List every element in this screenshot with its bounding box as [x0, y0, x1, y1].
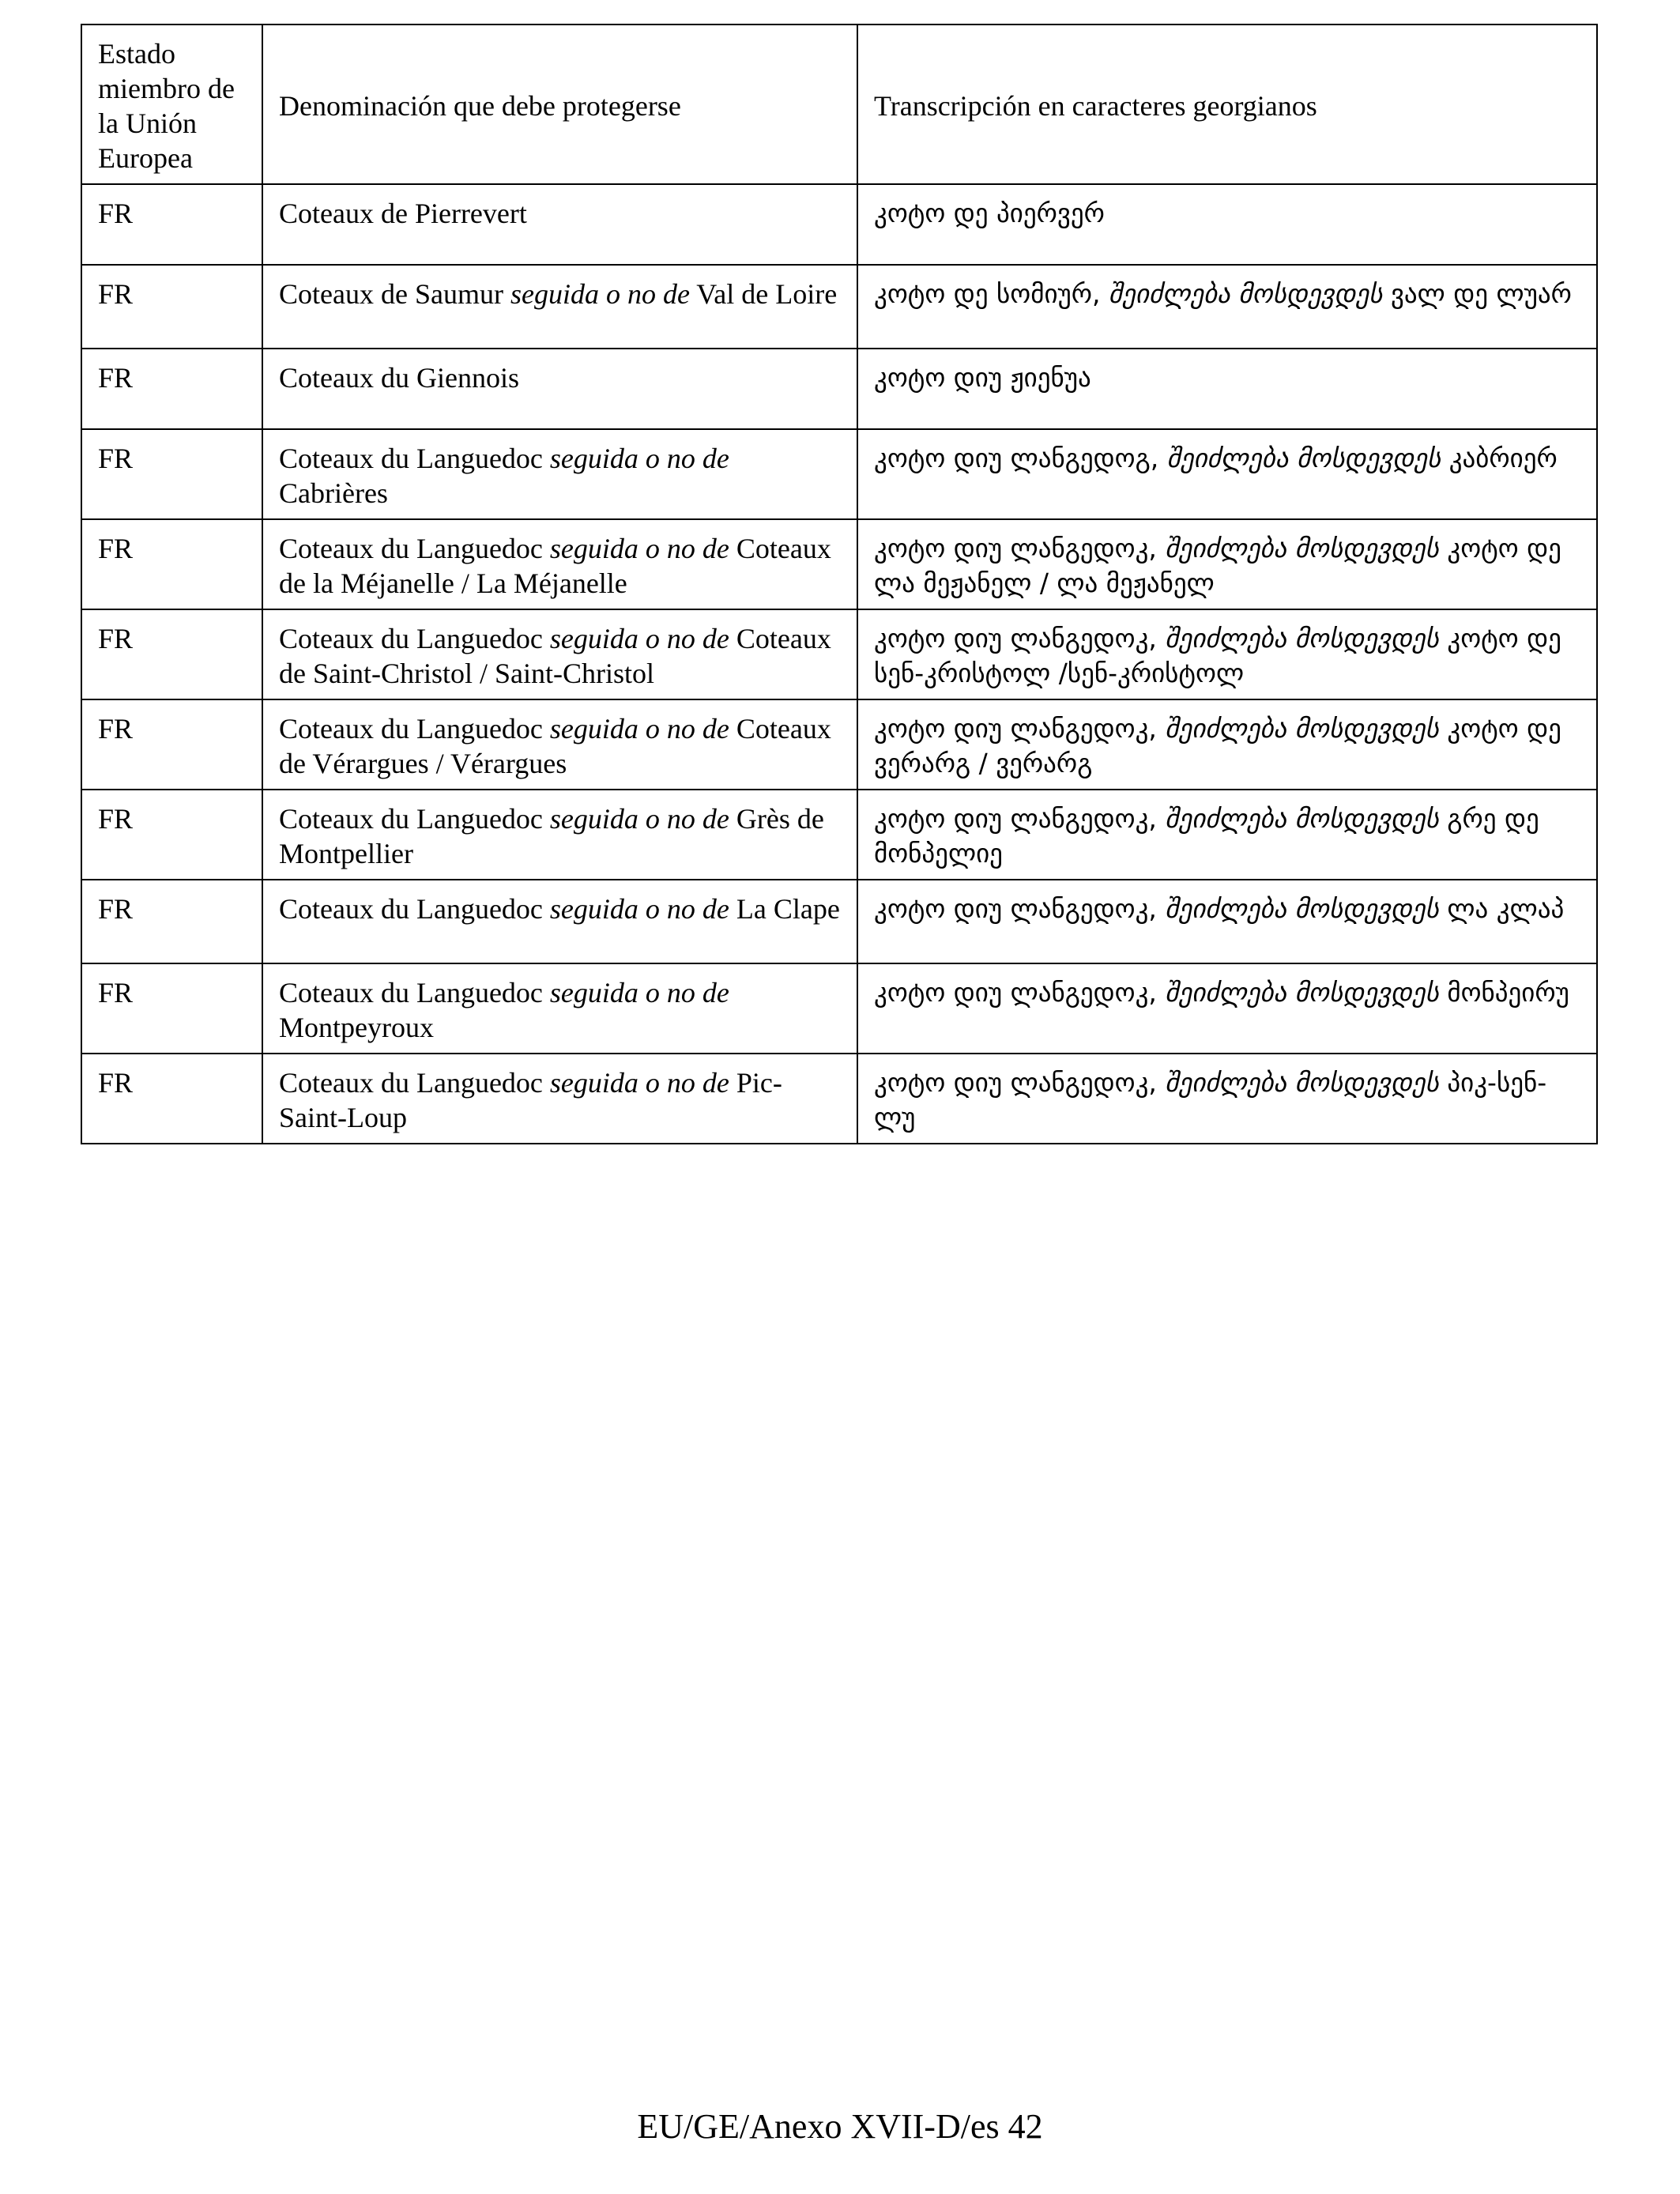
- cell-state: FR: [81, 880, 262, 963]
- page-footer: EU/GE/Anexo XVII-D/es 42: [637, 2107, 1043, 2146]
- cell-transcription: კოტო დიუ ლანგედოგ, შეიძლება მოსდევდეს კაბრიერ: [857, 429, 1597, 519]
- cell-denomination: Coteaux de Saumur seguida o no de Val de Loire: [262, 265, 857, 349]
- cell-denomination: Coteaux du Languedoc seguida o no de La Clape: [262, 880, 857, 963]
- table-row: [81, 519, 1597, 609]
- cell-transcription: კოტო დიუ ლანგედოკ, შეიძლება მოსდევდეს პიკ-სენ-ლუ: [857, 1054, 1597, 1144]
- table-header-row: [81, 25, 1597, 184]
- cell-state: FR: [81, 349, 262, 429]
- table-row: [81, 609, 1597, 699]
- cell-transcription: კოტო დიუ ლანგედოკ, შეიძლება მოსდევდეს ლა კლაპ: [857, 880, 1597, 963]
- cell-transcription: კოტო დიუ ლანგედოკ, შეიძლება მოსდევდეს კოტო დე ლა მეჟანელ / ლა მეჟანელ: [857, 519, 1597, 609]
- cell-state: FR: [81, 609, 262, 699]
- cell-denomination: Coteaux du Languedoc seguida o no de Coteaux de Saint-Christol / Saint-Christol: [262, 609, 857, 699]
- cell-transcription: კოტო დიუ ლანგედოკ, შეიძლება მოსდევდეს გრე დე მონპელიე: [857, 790, 1597, 880]
- header-state: Estado miembro de la Unión Europea: [81, 25, 262, 184]
- cell-state: FR: [81, 1054, 262, 1144]
- table-row: [81, 349, 1597, 429]
- table-row: [81, 1054, 1597, 1144]
- cell-state: FR: [81, 184, 262, 265]
- cell-state: FR: [81, 963, 262, 1054]
- cell-denomination: Coteaux du Languedoc seguida o no de Montpeyroux: [262, 963, 857, 1054]
- cell-denomination: Coteaux du Languedoc seguida o no de Grès de Montpellier: [262, 790, 857, 880]
- table-row: [81, 429, 1597, 519]
- table-row: [81, 963, 1597, 1054]
- cell-state: FR: [81, 790, 262, 880]
- header-transcription: Transcripción en caracteres georgianos: [857, 25, 1597, 184]
- cell-transcription: კოტო დე სომიურ, შეიძლება მოსდევდეს ვალ დე ლუარ: [857, 265, 1597, 349]
- cell-transcription: კოტო დიუ ლანგედოკ, შეიძლება მოსდევდეს მონპეირუ: [857, 963, 1597, 1054]
- table-row: [81, 699, 1597, 790]
- cell-denomination: Coteaux du Languedoc seguida o no de Coteaux de la Méjanelle / La Méjanelle: [262, 519, 857, 609]
- header-denomination: Denominación que debe protegerse: [262, 25, 857, 184]
- table-row: [81, 790, 1597, 880]
- cell-denomination: Coteaux de Pierrevert: [262, 184, 857, 265]
- table-row: [81, 184, 1597, 265]
- cell-denomination: Coteaux du Giennois: [262, 349, 857, 429]
- denominations-table: [81, 24, 1598, 1144]
- cell-state: FR: [81, 699, 262, 790]
- table-row: [81, 880, 1597, 963]
- cell-denomination: Coteaux du Languedoc seguida o no de Coteaux de Vérargues / Vérargues: [262, 699, 857, 790]
- cell-denomination: Coteaux du Languedoc seguida o no de Cabrières: [262, 429, 857, 519]
- cell-transcription: კოტო დიუ ლანგედოკ, შეიძლება მოსდევდეს კოტო დე ვერარგ / ვერარგ: [857, 699, 1597, 790]
- cell-denomination: Coteaux du Languedoc seguida o no de Pic-Saint-Loup: [262, 1054, 857, 1144]
- table-row: [81, 265, 1597, 349]
- cell-transcription: კოტო დე პიერვერ: [857, 184, 1597, 265]
- cell-state: FR: [81, 265, 262, 349]
- cell-state: FR: [81, 429, 262, 519]
- cell-transcription: კოტო დიუ ლანგედოკ, შეიძლება მოსდევდეს კოტო დე სენ-კრისტოლ /სენ-კრისტოლ: [857, 609, 1597, 699]
- cell-transcription: კოტო დიუ ჟიენუა: [857, 349, 1597, 429]
- cell-state: FR: [81, 519, 262, 609]
